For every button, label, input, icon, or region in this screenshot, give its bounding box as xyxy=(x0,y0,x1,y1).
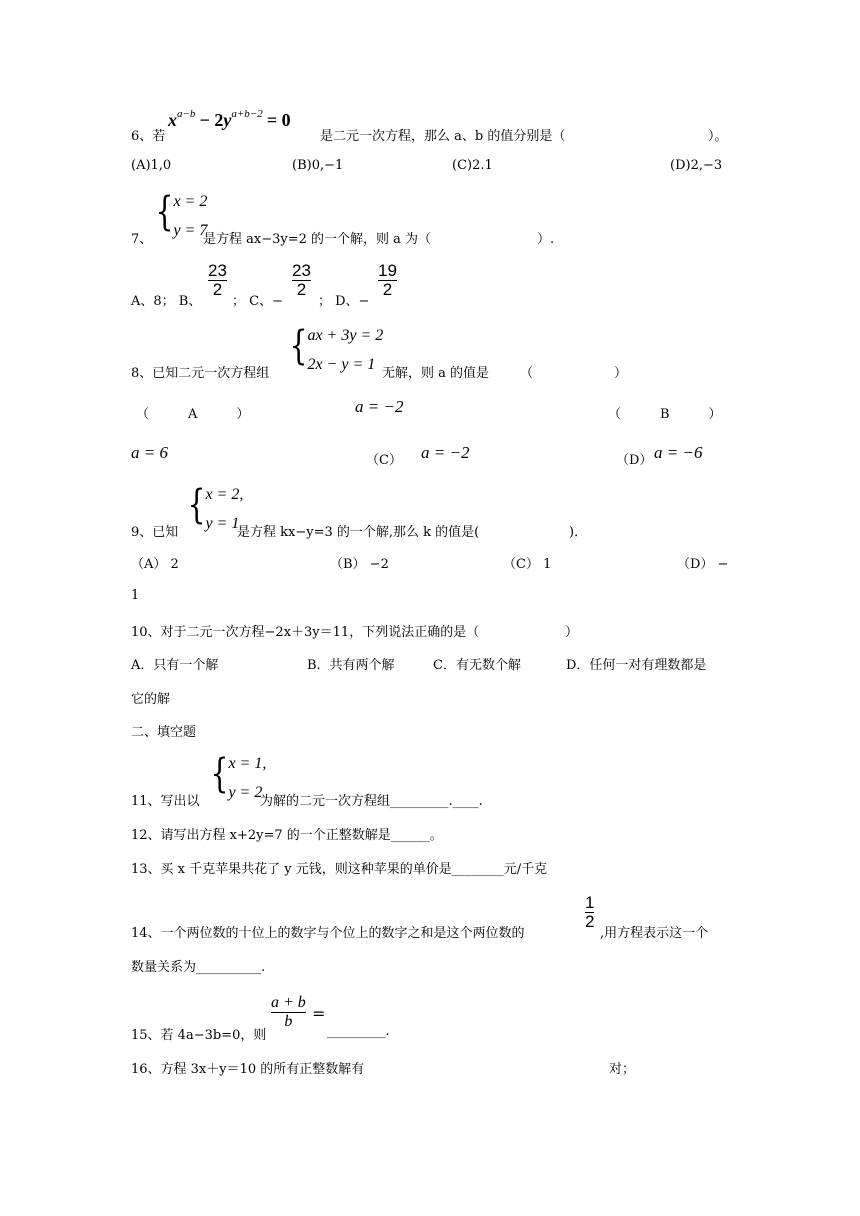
q8-option-c-label: （C） xyxy=(366,453,402,468)
q8-system: { ax + 3y = 2 2x − y = 1 xyxy=(289,323,384,373)
q9-close: )． xyxy=(569,525,588,540)
q14-line1: 14、一个两位数的十位上的数字与个位上的数字之和是这个两位数的 xyxy=(131,926,525,941)
q7-prefix: 7、 xyxy=(131,232,153,247)
q8-option-d-value: a = −6 xyxy=(654,443,703,462)
q8-paren-close: ） xyxy=(614,366,628,381)
q15-prefix: 15、若 4a−3b=0，则 xyxy=(131,1028,267,1043)
q10-option-b: B．共有两个解 xyxy=(307,658,395,673)
q8-option-b-value: a = 6 xyxy=(131,443,168,462)
q7-option-d-fraction: 19 2 xyxy=(378,261,397,299)
q6-close: ）。 xyxy=(708,129,728,144)
q16-end: 对； xyxy=(609,1062,636,1077)
q6-prefix: 6、若 xyxy=(131,129,166,144)
q6-option-b: (B)0,−1 xyxy=(292,158,344,173)
q7-close: ）. xyxy=(537,232,555,247)
q8-prefix: 8、已知二元一次方程组 xyxy=(131,366,270,381)
q7-sep-c: ； D、− xyxy=(318,294,370,309)
q14-line1-end: ,用方程表示这一个 xyxy=(600,926,709,941)
q10-option-d-continued: 它的解 xyxy=(131,692,171,707)
q10-option-c: C．有无数个解 xyxy=(433,658,521,673)
q12: 12、请写出方程 x+2y=7 的一个正整数解是______。 xyxy=(131,828,443,843)
q6-equation: $x^{a-b} - 2y^{a+b-2} = 0$ xyxy=(168,107,291,130)
q9-system: { x = 2, y = 1 xyxy=(187,482,244,532)
q16-text: 16、方程 3x＋y＝10 的所有正整数解有 xyxy=(131,1062,365,1077)
q9-option-a: （A） 2 xyxy=(131,557,179,572)
q8-option-c-value: a = −2 xyxy=(421,443,470,462)
q8-option-a-value: a = −2 xyxy=(355,397,404,416)
q9-suffix: 是方程 kx−y=3 的一个解,那么 k 的值是( xyxy=(237,525,480,540)
q7-sep-b: ； C、− xyxy=(232,294,283,309)
q11-prefix: 11、写出以 xyxy=(131,794,200,809)
q9-option-d: （D） − xyxy=(677,557,729,572)
q6-option-d: (D)2,−3 xyxy=(670,158,723,173)
q8-paren-open: （ xyxy=(520,366,534,381)
q7-suffix: 是方程 ax−3y=2 的一个解，则 a 为（ xyxy=(203,232,432,247)
q15-fraction: a + b b xyxy=(271,994,306,1030)
q7-system: { x = 2 y = 7 xyxy=(155,189,208,239)
q13: 13、买 x 千克苹果共花了 y 元钱，则这种苹果的单价是________元/千克 xyxy=(131,862,548,877)
q9-option-b: （B） −2 xyxy=(330,557,389,572)
q7-option-b-fraction: 23 2 xyxy=(208,261,227,299)
q11-suffix: 为解的二元一次方程组_________.____. xyxy=(260,794,483,809)
q9-option-c: （C） 1 xyxy=(503,557,552,572)
q6-suffix: 是二元一次方程，那么 a、b 的值分别是（ xyxy=(320,129,566,144)
q8-option-a-label: （ A ） xyxy=(136,407,250,422)
q8-option-d-label: （D） xyxy=(616,453,653,468)
q10-close: ） xyxy=(565,625,579,640)
q8-option-b-label: （ B ） xyxy=(608,407,722,422)
q6-option-c: (C)2.1 xyxy=(452,158,493,173)
q6-option-a: (A)1,0 xyxy=(131,158,172,173)
q14-line2: 数量关系为__________. xyxy=(131,960,266,975)
q7-option-a: A、8； B、 xyxy=(131,294,202,309)
q10-option-a: A．只有一个解 xyxy=(131,658,219,673)
q15-equals: = xyxy=(312,1004,326,1023)
q15-blank: _________. xyxy=(327,1024,390,1039)
q7-option-c-fraction: 23 2 xyxy=(292,261,311,299)
q9-option-d-continued: 1 xyxy=(131,588,140,603)
q8-suffix: 无解，则 a 的值是 xyxy=(382,366,490,381)
q10-stem: 10、对于二元一次方程−2x＋3y＝11，下列说法正确的是（ xyxy=(131,625,480,640)
q10-option-d: D．任何一对有理数都是 xyxy=(566,658,707,673)
q9-prefix: 9、已知 xyxy=(131,525,179,540)
section-heading-fill-in: 二、填空题 xyxy=(131,725,197,740)
q11-system: { x = 1, y = 2 xyxy=(210,751,267,801)
q14-fraction: 1 2 xyxy=(585,893,595,931)
